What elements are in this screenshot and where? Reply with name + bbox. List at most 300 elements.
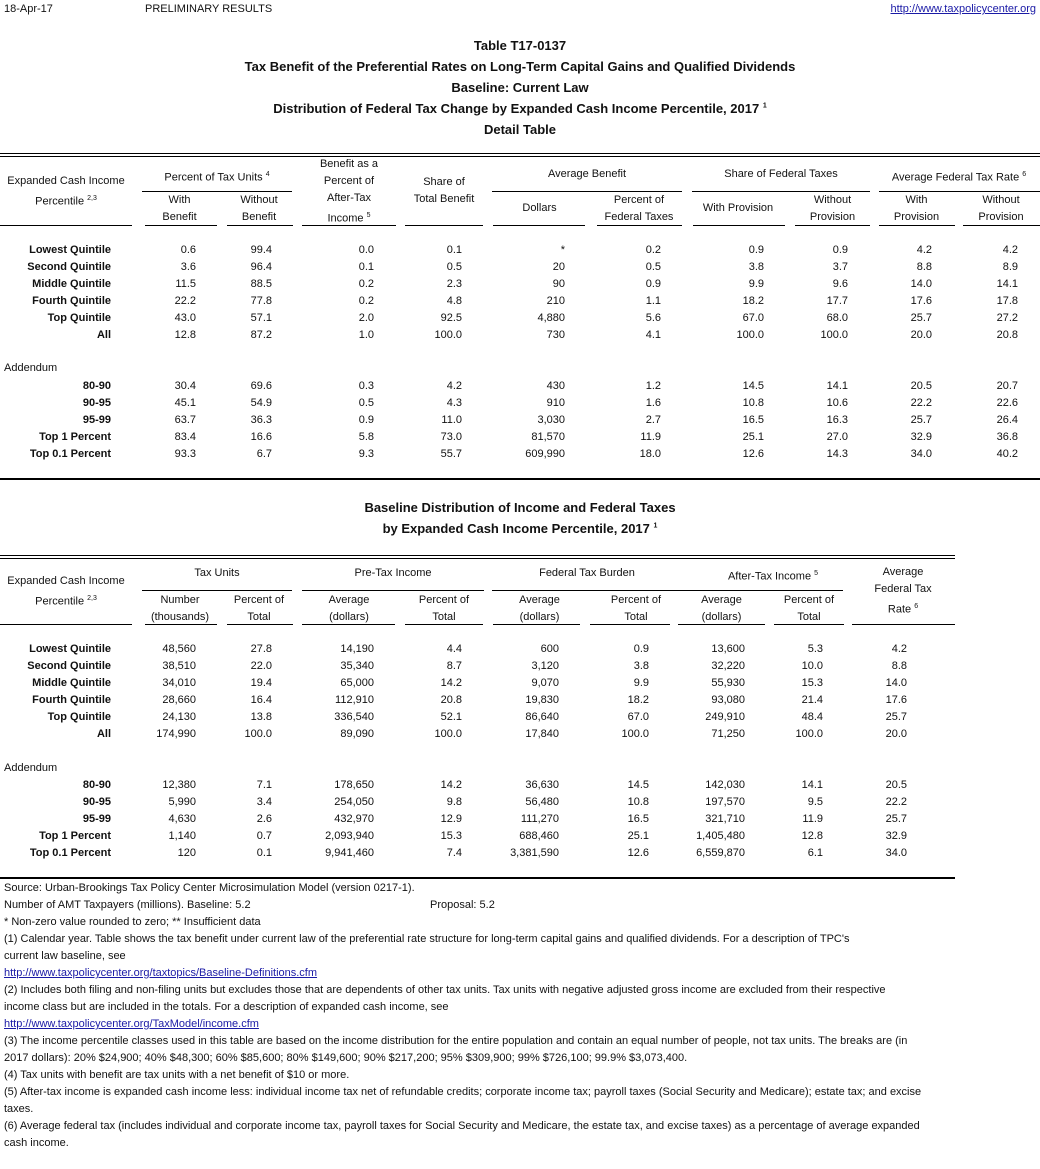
cell-value: 14.0 bbox=[885, 677, 907, 689]
t2-hdr-pretax-avg: Average (dollars) bbox=[328, 594, 370, 623]
rule bbox=[493, 225, 585, 226]
cell-value: 13,600 bbox=[711, 643, 745, 655]
cell-value: 92.5 bbox=[440, 312, 462, 324]
cell-value: 43.0 bbox=[174, 312, 196, 324]
footnote-5: (5) After-tax income is expanded cash income less: individual income tax net of refundable credits; corporate income tax; payroll taxes (Social Security and Medicare); estate tax; and excise bbox=[4, 1086, 922, 1098]
row-label: 95-99 bbox=[82, 414, 111, 426]
cell-value: 8.8 bbox=[916, 261, 932, 273]
t1-hdr-with-benefit: With Benefit bbox=[162, 194, 197, 223]
row-label: Top Quintile bbox=[47, 312, 111, 324]
t2-hdr-pretax-pct: Percent of Total bbox=[418, 594, 470, 623]
cell-value: 249,910 bbox=[705, 711, 745, 723]
cell-value: 20.0 bbox=[885, 728, 907, 740]
table2-title-1: Baseline Distribution of Income and Federal Taxes bbox=[364, 500, 676, 515]
cell-value: 3,381,590 bbox=[510, 847, 559, 859]
cell-value: 9.9 bbox=[633, 677, 649, 689]
cell-value: 48.4 bbox=[801, 711, 823, 723]
cell-value: 0.0 bbox=[358, 244, 374, 256]
cell-value: 6,559,870 bbox=[696, 847, 745, 859]
cell-value: 17.6 bbox=[885, 694, 907, 706]
cell-value: 73.0 bbox=[440, 431, 462, 443]
rule bbox=[302, 225, 396, 226]
cell-value: 0.5 bbox=[358, 397, 374, 409]
cell-value: 1.6 bbox=[645, 397, 661, 409]
table-id: Table T17-0137 bbox=[473, 38, 567, 53]
cell-value: 20.5 bbox=[910, 380, 932, 392]
cell-value: 8.7 bbox=[446, 660, 462, 672]
cell-value: 45.1 bbox=[174, 397, 196, 409]
cell-value: 142,030 bbox=[705, 779, 745, 791]
cell-value: 4,880 bbox=[537, 312, 565, 324]
cell-value: 67.0 bbox=[742, 312, 764, 324]
cell-value: 4.2 bbox=[446, 380, 462, 392]
cell-value: 0.5 bbox=[446, 261, 462, 273]
t1-hdr-without-provision: Without Provision bbox=[809, 194, 856, 223]
row-label: Middle Quintile bbox=[32, 677, 111, 689]
cell-value: 0.2 bbox=[358, 278, 374, 290]
t2-hdr-tax-units: Tax Units bbox=[194, 567, 240, 579]
t1-hdr-pct-units: Percent of Tax Units $^4$ bbox=[164, 171, 270, 184]
t1-hdr-pct-fed-taxes: Percent of Federal Taxes bbox=[604, 194, 674, 223]
report-date: 18-Apr-17 bbox=[4, 3, 53, 15]
t2-hdr-after-pct: Percent of Total bbox=[783, 594, 835, 623]
cell-value: 6.7 bbox=[256, 448, 272, 460]
cell-value: 0.2 bbox=[645, 244, 661, 256]
cell-value: 0.1 bbox=[446, 244, 462, 256]
cell-value: 3.4 bbox=[256, 796, 272, 808]
table1-bottom-rule bbox=[0, 478, 1040, 480]
rule bbox=[795, 225, 870, 226]
row-label: Top 1 Percent bbox=[39, 431, 111, 443]
cell-value: 40.2 bbox=[996, 448, 1018, 460]
cell-value: 12.8 bbox=[801, 830, 823, 842]
cell-value: 88.5 bbox=[250, 278, 272, 290]
cell-value: 10.8 bbox=[742, 397, 764, 409]
cell-value: 32.9 bbox=[885, 830, 907, 842]
row-label: 80-90 bbox=[82, 380, 111, 392]
cell-value: 22.2 bbox=[885, 796, 907, 808]
table-row bbox=[0, 711, 1040, 728]
cell-value: 4.8 bbox=[446, 295, 462, 307]
row-label: Top 1 Percent bbox=[39, 830, 111, 842]
cell-value: 688,460 bbox=[519, 830, 559, 842]
table-row bbox=[0, 380, 1040, 397]
cell-value: 4,630 bbox=[168, 813, 196, 825]
cell-value: 35,340 bbox=[340, 660, 374, 672]
cell-value: 2.7 bbox=[645, 414, 661, 426]
table-row bbox=[0, 278, 1040, 295]
t2-hdr-burden-pct: Percent of Total bbox=[610, 594, 662, 623]
t2-hdr-number: Number (thousands) bbox=[150, 594, 210, 623]
cell-value: 14,190 bbox=[340, 643, 374, 655]
cell-value: 100.0 bbox=[736, 329, 764, 341]
cell-value: 24,130 bbox=[162, 711, 196, 723]
cell-value: 26.4 bbox=[996, 414, 1018, 426]
cell-value: 3,120 bbox=[531, 660, 559, 672]
t1-hdr-with-provision: With Provision bbox=[702, 202, 774, 214]
cell-value: 3.7 bbox=[832, 261, 848, 273]
cell-value: 20.8 bbox=[996, 329, 1018, 341]
cell-value: 254,050 bbox=[334, 796, 374, 808]
cell-value: 17.7 bbox=[826, 295, 848, 307]
cell-value: 20.5 bbox=[885, 779, 907, 791]
cell-value: 11.0 bbox=[441, 414, 462, 426]
rule bbox=[405, 225, 483, 226]
row-label: All bbox=[96, 329, 111, 341]
footnote-4: (4) Tax units with benefit are tax units with a net benefit of $10 or more. bbox=[4, 1069, 350, 1081]
row-label: 90-95 bbox=[82, 796, 111, 808]
cell-value: 19,830 bbox=[525, 694, 559, 706]
cell-value: 0.1 bbox=[256, 847, 272, 859]
cell-value: 22.6 bbox=[996, 397, 1018, 409]
cell-value: 14.3 bbox=[826, 448, 848, 460]
cell-value: 9.3 bbox=[358, 448, 374, 460]
cell-value: 12.9 bbox=[440, 813, 462, 825]
cell-value: 0.7 bbox=[256, 830, 272, 842]
tpc-website-link[interactable]: http://www.taxpolicycenter.org bbox=[890, 3, 1036, 15]
cell-value: 34.0 bbox=[910, 448, 932, 460]
cell-value: 6.1 bbox=[807, 847, 823, 859]
t2-hdr-after-tax: After-Tax Income $^5$ bbox=[727, 570, 819, 583]
row-label: Top 0.1 Percent bbox=[29, 448, 111, 460]
cell-value: 14.5 bbox=[742, 380, 764, 392]
footnote-3-cont: 2017 dollars): 20% $24,900; 40% $48,300; 60% $85,600; 80% $149,600; 90% $217,200; 95% $309,900; 99% $726,100; 99.9% $3,073,400. bbox=[4, 1052, 688, 1064]
cell-value: 12.6 bbox=[742, 448, 764, 460]
cell-value: 69.6 bbox=[250, 380, 272, 392]
cell-value: 210 bbox=[546, 295, 565, 307]
table-row bbox=[0, 830, 1040, 847]
cell-value: 21.4 bbox=[801, 694, 823, 706]
cell-value: 0.9 bbox=[633, 643, 649, 655]
income-definition-link[interactable]: http://www.taxpolicycenter.org/TaxModel/income.cfm bbox=[4, 1018, 259, 1030]
rule bbox=[678, 624, 765, 625]
t1-hdr-percentile: Expanded Cash Income Percentile $^{2,3}$ bbox=[7, 175, 125, 208]
cell-value: 111,270 bbox=[520, 813, 559, 825]
cell-value: 5.3 bbox=[807, 643, 823, 655]
cell-value: 81,570 bbox=[531, 431, 565, 443]
cell-value: 14.0 bbox=[910, 278, 932, 290]
footnote-5-cont: taxes. bbox=[4, 1103, 34, 1115]
table-row bbox=[0, 261, 1040, 278]
table-row bbox=[0, 660, 1040, 677]
cell-value: 20 bbox=[552, 261, 565, 273]
cell-value: 0.9 bbox=[748, 244, 764, 256]
rule bbox=[227, 624, 293, 625]
cell-value: 2,093,940 bbox=[325, 830, 374, 842]
cell-value: 38,510 bbox=[162, 660, 196, 672]
addendum-label: Addendum bbox=[4, 762, 58, 774]
cell-value: 197,570 bbox=[705, 796, 745, 808]
cell-value: 18.2 bbox=[627, 694, 649, 706]
rule bbox=[142, 590, 292, 591]
cell-value: 65,000 bbox=[340, 677, 374, 689]
table-row bbox=[0, 847, 1040, 864]
cell-value: 14.1 bbox=[826, 380, 848, 392]
rule bbox=[590, 624, 670, 625]
cell-value: 609,990 bbox=[525, 448, 565, 460]
rule bbox=[852, 624, 955, 625]
cell-value: 100.0 bbox=[434, 329, 462, 341]
rule bbox=[302, 624, 395, 625]
table-row bbox=[0, 295, 1040, 312]
cell-value: 12.8 bbox=[174, 329, 196, 341]
t2-hdr-units-pct: Percent of Total bbox=[233, 594, 285, 623]
t1-hdr-average-benefit: Average Benefit bbox=[547, 168, 627, 180]
cell-value: 54.9 bbox=[250, 397, 272, 409]
cell-value: 0.9 bbox=[358, 414, 374, 426]
cell-value: 178,650 bbox=[334, 779, 374, 791]
cell-value: 25.1 bbox=[627, 830, 649, 842]
row-label: Lowest Quintile bbox=[29, 244, 111, 256]
cell-value: 16.5 bbox=[742, 414, 764, 426]
cell-value: 1,405,480 bbox=[696, 830, 745, 842]
cell-value: 14.5 bbox=[627, 779, 649, 791]
t1-hdr-benefit-pct-aftertax: Benefit as a Percent of After-Tax Income $^5$ bbox=[319, 158, 379, 225]
cell-value: 730 bbox=[546, 329, 565, 341]
row-label: Second Quintile bbox=[27, 660, 111, 672]
row-label: Top Quintile bbox=[47, 711, 111, 723]
cell-value: 96.4 bbox=[250, 261, 272, 273]
cell-value: 25.1 bbox=[742, 431, 764, 443]
cell-value: 100.0 bbox=[820, 329, 848, 341]
cell-value: 57.1 bbox=[250, 312, 272, 324]
cell-value: 55.7 bbox=[440, 448, 462, 460]
t2-hdr-burden-avg: Average (dollars) bbox=[519, 594, 560, 623]
t1-hdr-share-fed-taxes: Share of Federal Taxes bbox=[724, 168, 838, 180]
cell-value: 9.8 bbox=[446, 796, 462, 808]
cell-value: 14.2 bbox=[440, 779, 462, 791]
row-label: Middle Quintile bbox=[32, 278, 111, 290]
cell-value: 1,140 bbox=[168, 830, 196, 842]
t2-hdr-avg-rate: Average Federal Tax Rate $^6$ bbox=[874, 566, 932, 616]
cell-value: 100.0 bbox=[795, 728, 823, 740]
source-note: Source: Urban-Brookings Tax Policy Center Microsimulation Model (version 0217-1). bbox=[4, 882, 415, 894]
cell-value: 18.2 bbox=[742, 295, 764, 307]
row-label: Lowest Quintile bbox=[29, 643, 111, 655]
table-row bbox=[0, 728, 1040, 745]
addendum-label: Addendum bbox=[4, 362, 58, 374]
rule bbox=[145, 624, 217, 625]
nonzero-note: * Non-zero value rounded to zero; ** Insufficient data bbox=[4, 916, 261, 928]
cell-value: 13.8 bbox=[250, 711, 272, 723]
cell-value: 8.8 bbox=[891, 660, 907, 672]
cell-value: 55,930 bbox=[711, 677, 745, 689]
row-label: Second Quintile bbox=[27, 261, 111, 273]
rule bbox=[492, 590, 682, 591]
footnote-3: (3) The income percentile classes used in this table are based on the income distribution for the entire population and contain an equal number of people, not tax units. The breaks are (in bbox=[4, 1035, 908, 1047]
cell-value: 3,030 bbox=[537, 414, 565, 426]
rule bbox=[0, 624, 132, 625]
cell-value: 0.1 bbox=[358, 261, 374, 273]
footnote-2-link-row bbox=[4, 1016, 1034, 1033]
cell-value: 910 bbox=[546, 397, 565, 409]
cell-value: 1.0 bbox=[358, 329, 374, 341]
t1-hdr-dollars: Dollars bbox=[522, 202, 557, 214]
cell-value: 36,630 bbox=[525, 779, 559, 791]
table2-top-rule bbox=[0, 555, 955, 559]
cell-value: 4.3 bbox=[446, 397, 462, 409]
cell-value: 7.4 bbox=[446, 847, 462, 859]
cell-value: 4.2 bbox=[1002, 244, 1018, 256]
cell-value: 15.3 bbox=[440, 830, 462, 842]
table-row bbox=[0, 677, 1040, 694]
table-row bbox=[0, 414, 1040, 431]
t1-hdr-rate-without: Without Provision bbox=[978, 194, 1024, 223]
title-line-1: Tax Benefit of the Preferential Rates on Long-Term Capital Gains and Qualified Dividends bbox=[244, 59, 796, 74]
cell-value: 68.0 bbox=[826, 312, 848, 324]
row-label: Fourth Quintile bbox=[32, 295, 111, 307]
cell-value: 4.2 bbox=[916, 244, 932, 256]
cell-value: 71,250 bbox=[711, 728, 745, 740]
cell-value: 48,560 bbox=[162, 643, 196, 655]
cell-value: 14.2 bbox=[440, 677, 462, 689]
footnote-1-cont: current law baseline, see bbox=[4, 950, 126, 962]
cell-value: 112,910 bbox=[335, 694, 374, 706]
cell-value: 77.8 bbox=[250, 295, 272, 307]
footnote-2-cont: income class but are included in the totals. For a description of expanded cash income, see bbox=[4, 1001, 449, 1013]
cell-value: 1.2 bbox=[645, 380, 661, 392]
cell-value: 17,840 bbox=[525, 728, 559, 740]
cell-value: 9.6 bbox=[832, 278, 848, 290]
cell-value: 63.7 bbox=[174, 414, 196, 426]
cell-value: 0.6 bbox=[180, 244, 196, 256]
cell-value: 430 bbox=[546, 380, 565, 392]
cell-value: 2.3 bbox=[446, 278, 462, 290]
cell-value: 28,660 bbox=[162, 694, 196, 706]
footnote-6-cont: cash income. bbox=[4, 1137, 69, 1149]
cell-value: 93.3 bbox=[174, 448, 196, 460]
cell-value: 83.4 bbox=[174, 431, 196, 443]
cell-value: 2.0 bbox=[358, 312, 374, 324]
cell-value: 4.4 bbox=[446, 643, 462, 655]
cell-value: 20.7 bbox=[996, 380, 1018, 392]
table-row bbox=[0, 813, 1040, 830]
row-label: Top 0.1 Percent bbox=[29, 847, 111, 859]
table-row bbox=[0, 448, 1040, 465]
cell-value: 0.5 bbox=[645, 261, 661, 273]
cell-value: 2.6 bbox=[256, 813, 272, 825]
cell-value: 86,640 bbox=[525, 711, 559, 723]
rule bbox=[774, 624, 844, 625]
t2-hdr-percentile: Expanded Cash Income Percentile $^{2,3}$ bbox=[7, 575, 125, 608]
cell-value: 9.5 bbox=[807, 796, 823, 808]
rule bbox=[405, 624, 483, 625]
cell-value: 321,710 bbox=[705, 813, 745, 825]
cell-value: 67.0 bbox=[627, 711, 649, 723]
cell-value: 20.8 bbox=[440, 694, 462, 706]
table-row bbox=[0, 694, 1040, 711]
cell-value: 11.9 bbox=[802, 813, 823, 825]
preliminary-status: PRELIMINARY RESULTS bbox=[145, 3, 273, 15]
t2-hdr-pretax: Pre-Tax Income bbox=[354, 567, 432, 579]
rule bbox=[302, 590, 484, 591]
cell-value: 25.7 bbox=[910, 414, 932, 426]
cell-value: 14.1 bbox=[996, 278, 1018, 290]
cell-value: 120 bbox=[177, 847, 196, 859]
cell-value: 0.2 bbox=[358, 295, 374, 307]
cell-value: 16.3 bbox=[826, 414, 848, 426]
cell-value: 3.6 bbox=[180, 261, 196, 273]
footnote-6: (6) Average federal tax (includes individual and corporate income tax, payroll taxes for Social Security and Medicare, the estate tax, and excise taxes) as a percentage of average expanded bbox=[4, 1120, 920, 1132]
cell-value: 32.9 bbox=[910, 431, 932, 443]
t1-hdr-share-total-benefit: Share of Total Benefit bbox=[413, 176, 475, 205]
cell-value: 25.7 bbox=[885, 813, 907, 825]
cell-value: 27.0 bbox=[826, 431, 848, 443]
cell-value: 10.0 bbox=[801, 660, 823, 672]
cell-value: 1.1 bbox=[645, 295, 661, 307]
cell-value: 16.6 bbox=[250, 431, 272, 443]
cell-value: 90 bbox=[552, 278, 565, 290]
cell-value: 10.8 bbox=[627, 796, 649, 808]
title-line-4: Detail Table bbox=[483, 122, 556, 137]
table-row bbox=[0, 796, 1040, 813]
baseline-definitions-link[interactable]: http://www.taxpolicycenter.org/taxtopics/Baseline-Definitions.cfm bbox=[4, 967, 318, 979]
table-row bbox=[0, 643, 1040, 660]
rule bbox=[227, 225, 293, 226]
cell-value: 36.8 bbox=[996, 431, 1018, 443]
rule bbox=[0, 225, 132, 226]
cell-value: 336,540 bbox=[334, 711, 374, 723]
cell-value: 25.7 bbox=[910, 312, 932, 324]
amt-note: Number of AMT Taxpayers (millions). Baseline: 5.2 Proposal: 5.2 bbox=[4, 899, 495, 911]
row-label: 80-90 bbox=[82, 779, 111, 791]
cell-value: 25.7 bbox=[885, 711, 907, 723]
cell-value: 100.0 bbox=[244, 728, 272, 740]
table-row bbox=[0, 779, 1040, 796]
cell-value: 174,990 bbox=[156, 728, 196, 740]
row-label: Fourth Quintile bbox=[32, 694, 111, 706]
cell-value: 0.3 bbox=[358, 380, 374, 392]
cell-value: 5,990 bbox=[168, 796, 196, 808]
t2-hdr-after-avg: Average (dollars) bbox=[701, 594, 742, 623]
cell-value: 5.8 bbox=[358, 431, 374, 443]
cell-value: 27.8 bbox=[250, 643, 272, 655]
cell-value: 100.0 bbox=[621, 728, 649, 740]
t2-hdr-fed-burden: Federal Tax Burden bbox=[539, 567, 635, 579]
cell-value: 14.1 bbox=[801, 779, 823, 791]
rule bbox=[693, 225, 785, 226]
rule bbox=[963, 225, 1040, 226]
cell-value: 17.6 bbox=[910, 295, 932, 307]
cell-value: 89,090 bbox=[340, 728, 374, 740]
cell-value: 93,080 bbox=[711, 694, 745, 706]
title-line-3: Distribution of Federal Tax Change by Expanded Cash Income Percentile, 2017 $^1$ bbox=[273, 101, 767, 116]
table2-title-2: by Expanded Cash Income Percentile, 2017 $^1$ bbox=[382, 521, 658, 536]
cell-value: 9,941,460 bbox=[325, 847, 374, 859]
table-row bbox=[0, 397, 1040, 414]
cell-value: 0.9 bbox=[832, 244, 848, 256]
cell-value: 0.9 bbox=[645, 278, 661, 290]
cell-value: 32,220 bbox=[711, 660, 745, 672]
cell-value: 27.2 bbox=[996, 312, 1018, 324]
cell-value: 22.2 bbox=[174, 295, 196, 307]
table2-bottom-rule bbox=[0, 877, 955, 879]
cell-value: 19.4 bbox=[250, 677, 272, 689]
cell-value: 9,070 bbox=[531, 677, 559, 689]
rule bbox=[879, 225, 955, 226]
cell-value: 15.3 bbox=[801, 677, 823, 689]
cell-value: * bbox=[560, 244, 565, 256]
rule bbox=[678, 590, 843, 591]
cell-value: 20.0 bbox=[910, 329, 932, 341]
cell-value: 34.0 bbox=[885, 847, 907, 859]
cell-value: 7.1 bbox=[256, 779, 272, 791]
cell-value: 34,010 bbox=[162, 677, 196, 689]
table-row bbox=[0, 312, 1040, 329]
cell-value: 16.4 bbox=[250, 694, 272, 706]
row-label: All bbox=[96, 728, 111, 740]
cell-value: 432,970 bbox=[334, 813, 374, 825]
